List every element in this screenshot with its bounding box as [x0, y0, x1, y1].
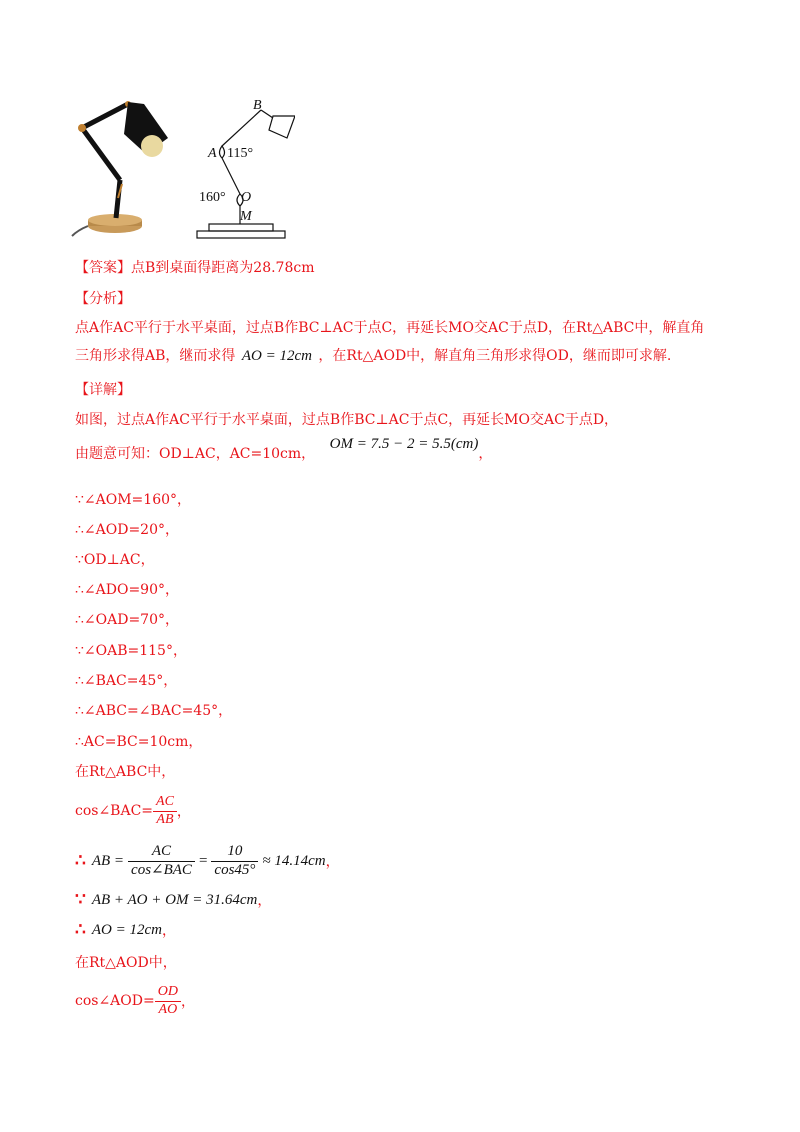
- label-o: O: [241, 190, 252, 205]
- detail-om-formula: OM = 7.5 − 2 = 5.5(cm): [329, 436, 479, 452]
- therefore-1: ∴: [75, 851, 86, 871]
- step-9: ∴AC=BC=10cm，: [75, 734, 203, 750]
- sum-comma: ，: [257, 893, 272, 909]
- cos-aod-fraction: [155, 985, 181, 1017]
- analysis-line2a: 三角形求得AB，继而求得: [75, 348, 236, 364]
- answer-tag: 【答案】: [75, 260, 131, 276]
- ab-f2-den: cos45°: [214, 861, 256, 878]
- step-3: ∵OD⊥AC，: [75, 552, 155, 568]
- label-a: A: [208, 146, 217, 161]
- cos-bac-fraction: [153, 795, 177, 827]
- step-10: 在Rt△ABC中，: [75, 764, 176, 780]
- cos-bac-num: AC: [153, 795, 177, 812]
- step-2: ∴∠AOD=20°，: [75, 522, 179, 538]
- ab-comma: ，: [325, 854, 340, 870]
- analysis-line1: 点A作AC平行于水平桌面，过点B作BC⊥AC于点C，再延长MO交AC于点D，在Rt△ABC中，解直角: [75, 320, 705, 336]
- step-7: ∴∠BAC=45°，: [75, 673, 178, 689]
- step-4: ∴∠ADO=90°，: [75, 582, 179, 598]
- lamp-photo: [70, 98, 170, 240]
- detail-line2b: ，: [478, 446, 493, 462]
- because-1: ∵: [75, 890, 86, 910]
- ao-formula: AO = 12cm: [91, 921, 162, 938]
- ab-lhs: AB =: [91, 852, 125, 869]
- cos-aod-comma: ，: [180, 994, 195, 1010]
- detail-line2a: 由题意可知：OD⊥AC，AC=10cm，: [75, 446, 316, 462]
- cos-aod-line: [75, 980, 195, 1022]
- sum-formula-line: [75, 890, 271, 910]
- ab-f2-num: 10: [211, 844, 258, 862]
- ab-fraction-1: [128, 844, 195, 879]
- therefore-2: ∴: [75, 920, 86, 940]
- label-angle-a: 115°: [227, 146, 254, 161]
- detail-tag: 【详解】: [75, 382, 131, 398]
- ab-rhs: ≈ 14.14cm: [262, 852, 326, 869]
- cos-bac-den: AB: [156, 811, 174, 827]
- ab-eq: =: [198, 852, 208, 869]
- analysis-line2b: ，在Rt△AOD中，解直角三角形求得OD，继而即可求解.: [318, 348, 672, 364]
- detail-line2: [75, 436, 493, 463]
- rt-aod-line: 在Rt△AOD中，: [75, 955, 177, 971]
- answer-line: [75, 257, 314, 277]
- answer-text: 点B到桌面得距离为28.78cm: [131, 260, 315, 276]
- ao-formula-line: [75, 920, 176, 940]
- cos-aod-label: cos∠AOD=: [75, 993, 155, 1009]
- cos-aod-den: AO: [158, 1001, 178, 1017]
- cos-bac-line: [75, 790, 191, 832]
- label-b: B: [253, 98, 262, 113]
- step-1: ∵∠AOM=160°，: [75, 492, 192, 508]
- ab-formula-line: [75, 840, 340, 882]
- step-5: ∴∠OAD=70°，: [75, 612, 179, 628]
- step-8: ∴∠ABC=∠BAC=45°，: [75, 703, 233, 719]
- analysis-tag: 【分析】: [75, 291, 131, 307]
- ao-comma: ，: [161, 923, 176, 939]
- analysis-line2: [75, 345, 671, 365]
- label-m: M: [240, 209, 252, 224]
- desk-lamp-image: [70, 98, 170, 240]
- analysis-ao-formula: AO = 12cm: [241, 348, 312, 364]
- cos-aod-num: OD: [155, 985, 181, 1002]
- label-angle-o: 160°: [199, 190, 226, 205]
- ab-fraction-2: [211, 844, 258, 879]
- detail-line1: 如图，过点A作AC平行于水平桌面，过点B作BC⊥AC于点C，再延长MO交AC于点D，: [75, 412, 619, 428]
- cos-bac-label: cos∠BAC=: [75, 803, 154, 819]
- step-6: ∵∠OAB=115°，: [75, 643, 187, 659]
- sum-formula: AB + AO + OM = 31.64cm: [91, 891, 258, 908]
- ab-f1-den: cos∠BAC: [131, 861, 192, 878]
- cos-bac-comma: ，: [176, 804, 191, 820]
- ab-f1-num: AC: [128, 844, 195, 862]
